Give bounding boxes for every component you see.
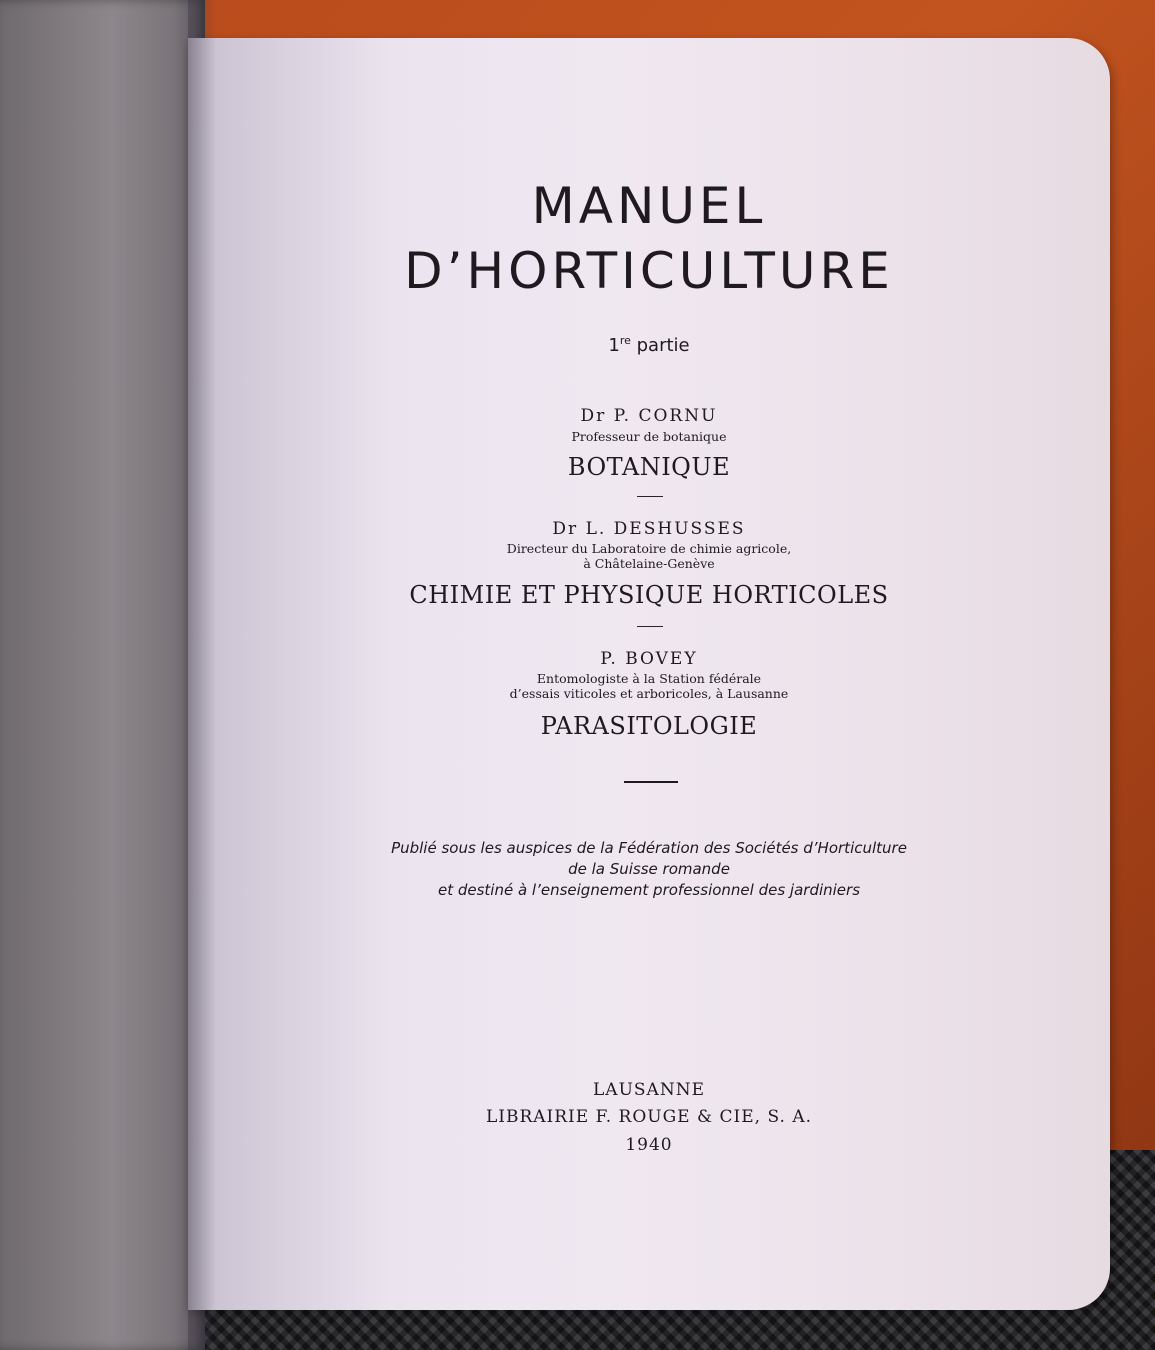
imprint-city: LAUSANNE [593, 1080, 705, 1100]
author-name: P. BOVEY [600, 649, 698, 669]
part-label [188, 334, 1110, 356]
section-subject: BOTANIQUE [567, 453, 731, 481]
section-divider [637, 626, 663, 627]
section-subject: PARASITOLOGIE [540, 712, 758, 740]
imprint-year: 1940 [625, 1135, 673, 1155]
author-role: à Châtelaine-Genève [583, 556, 715, 571]
book-title-line-1: MANUEL [531, 177, 767, 235]
part-word: partie [636, 335, 690, 356]
publication-notice: de la Suisse romande [568, 860, 730, 878]
publication-notice: Publié sous les auspices de la Fédération des Sociétés d’Horticulture [391, 839, 907, 857]
main-divider [624, 781, 678, 783]
facing-page [0, 0, 205, 1350]
section-divider [637, 496, 663, 497]
page-gutter-shadow [188, 0, 216, 1350]
author-role: d’essais viticoles et arboricoles, à Lausanne [509, 686, 789, 701]
author-role: Entomologiste à la Station fédérale [536, 671, 762, 686]
publication-notice: et destiné à l’enseignement professionnel des jardiniers [437, 881, 861, 899]
author-role: Directeur du Laboratoire de chimie agricole, [506, 541, 792, 556]
part-number: 1 [608, 335, 620, 356]
title-page [188, 38, 1110, 1310]
author-name: Dr L. DESHUSSES [552, 519, 746, 539]
author-name: Dr P. CORNU [580, 406, 718, 426]
book-title-line-2: D’HORTICULTURE [404, 242, 894, 300]
imprint-publisher: LIBRAIRIE F. ROUGE & CIE, S. A. [485, 1107, 813, 1127]
part-number-suffix: re [619, 334, 631, 347]
author-role: Professeur de botanique [571, 429, 727, 444]
section-subject: CHIMIE ET PHYSIQUE HORTICOLES [409, 581, 889, 609]
